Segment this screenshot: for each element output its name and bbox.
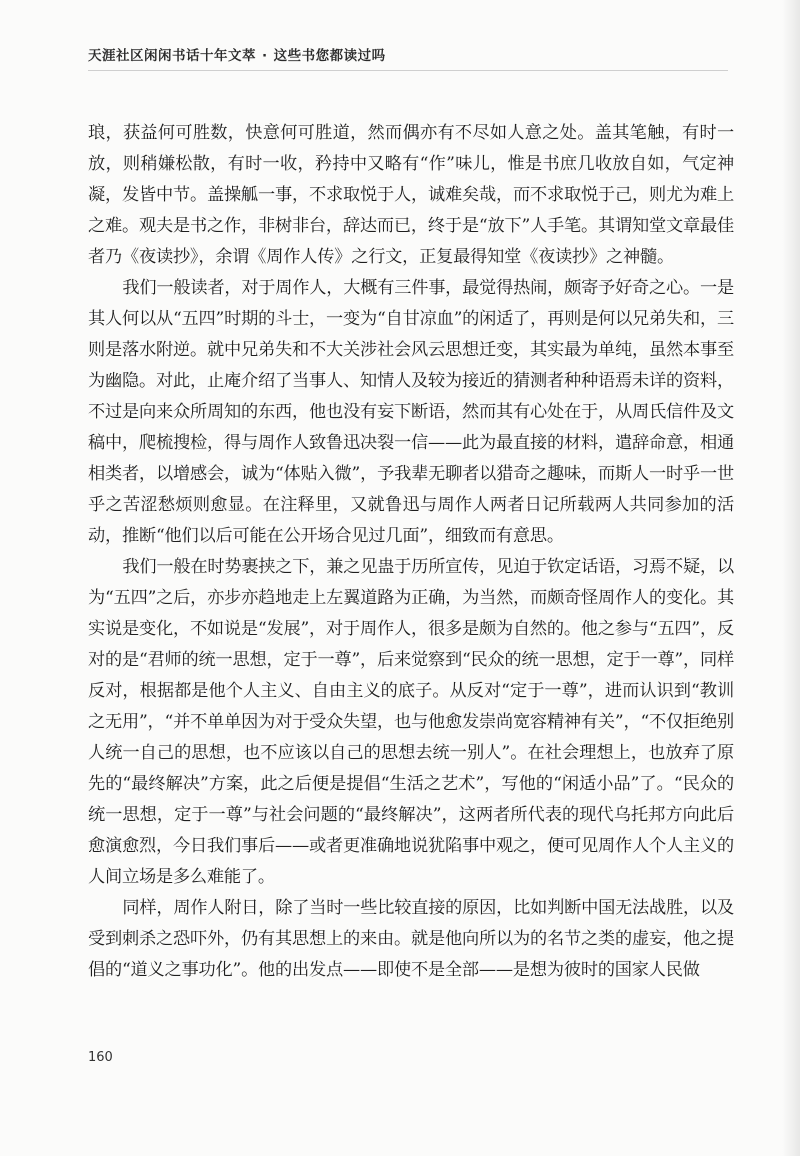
page-number: 160 [88, 1050, 113, 1065]
paragraph-2: 我们一般读者，对于周作人，大概有三件事，最觉得热闹，颇寄予好奇之心。一是其人何以从“五四”时期的斗士，一变为“自甘凉血”的闲适了，再则是何以兄弟失和，三则是落水附逆。就中兄弟失和不大关涉社会风云思想迁变，其实最为单纯，虽然本事至为幽隐。对此，止庵介绍了当事人、知情人及较为接近的猜测者种种语焉未详的资料，不过是向来众所周知的东西，他也没有妄下断语，然而其有心处在于，从周氏信件及文稿中，爬梳搜检，得与周作人致鲁迅决裂一信——此为最直接的材料，遣辞命意，相通相类者，以增感会，诚为“体贴入微”，予我辈无聊者以猎奇之趣味，而斯人一时乎一世乎之苦涩愁烦则愈显。在注释里，又就鲁迅与周作人两者日记所载两人共同参加的活动，推断“他们以后可能在公开场合见过几面”，细致而有意思。 [88, 278, 734, 546]
paragraph-1: 琅，获益何可胜数，快意何可胜道，然而偶亦有不尽如人意之处。盖其笔触，有时一放，则稍嫌松散，有时一收，矜持中又略有“作”味儿，惟是书庶几收放自如，气定神凝，发皆中节。盖操觚一事，不求取悦于人，诚难矣哉，而不求取悦于己，则尤为难上之难。观夫是书之作，非树非台，辞达而已，终于是“放下”人手笔。其谓知堂文章最佳者乃《夜读抄》，余谓《周作人传》之行文，正复最得知堂《夜读抄》之神髓。 [88, 123, 734, 267]
body-text [88, 118, 734, 986]
paragraph-4: 同样，周作人附日，除了当时一些比较直接的原因，比如判断中国无法战胜，以及受到刺杀之恐吓外，仍有其思想上的来由。就是他向所以为的名节之类的虚妄，他之提倡的“道义之事功化”。他的出发点——即使不是全部——是想为彼时的国家人民做 [88, 898, 734, 980]
book-title: 天涯社区闲闲书话十年文萃 [88, 48, 256, 64]
paragraph-3: 我们一般在时势裹挟之下，兼之见蛊于历所宣传，见迫于钦定话语，习焉不疑，以为“五四”之后，亦步亦趋地走上左翼道路为正确，为当然，而颇奇怪周作人的变化。其实说是变化，不如说是“发展”，对于周作人，很多是颇为自然的。他之参与“五四”，反对的是“君师的统一思想，定于一尊”，后来觉察到“民众的统一思想，定于一尊”，同样反对，根据都是他个人主义、自由主义的底子。从反对“定于一尊”，进而认识到“教训之无用”，“并不单单因为对于受众失望，也与他愈发崇尚宽容精神有关”，“不仅拒绝别人统一自己的思想，也不应该以自己的思想去统一别人”。在社会理想上，也放弃了原先的“最终解决”方案，此之后便是提倡“生活之艺术”，写他的“闲适小品”了。“民众的统一思想，定于一尊”与社会问题的“最终解决”，这两者所代表的现代乌托邦方向此后愈演愈烈，今日我们事后——或者更准确地说犹陷事中观之，便可见周作人个人主义的人间立场是多么难能了。 [88, 557, 734, 887]
header-separator: · [262, 48, 268, 64]
running-head [88, 44, 386, 64]
header-rule [88, 70, 728, 71]
section-title: 这些书您都读过吗 [273, 48, 386, 64]
gutter-shadow [782, 0, 800, 1156]
